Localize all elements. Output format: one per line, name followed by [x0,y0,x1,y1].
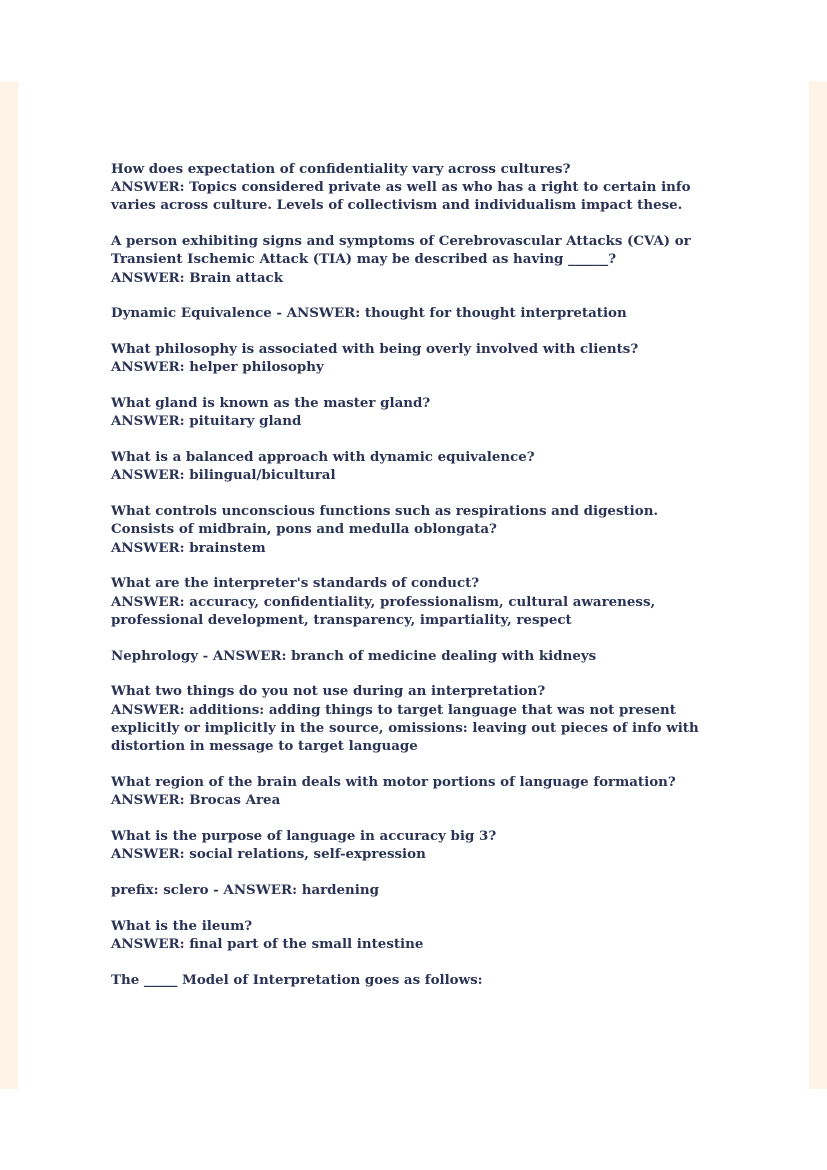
qa-item-sclero [111,881,721,899]
document-content [111,160,721,1006]
qa-item-model-of-interpretation [111,971,721,989]
question-text: What gland is known as the master gland? [111,395,431,412]
qa-item-dynamic-equivalence [111,304,721,322]
answer-text: ANSWER: Topics considered private as well as who has a right to certain info varies across culture. Levels of collectivism and individualism impact these. [111,179,691,214]
question-text: What region of the brain deals with motor portions of language formation? [111,773,676,790]
answer-text: ANSWER: pituitary gland [111,413,302,430]
qa-item-helper-philosophy [111,340,721,376]
answer-text: ANSWER: Brocas Area [111,792,281,809]
answer-text: ANSWER: social relations, self-expression [111,846,426,863]
inline-qa-text: prefix: sclero - ANSWER: hardening [111,881,379,898]
qa-item-brain-attack [111,232,721,287]
inline-qa-text: The _____ Model of Interpretation goes as follows: [111,971,483,988]
qa-item-confidentiality [111,160,721,215]
question-text: What controls unconscious functions such as respirations and digestion. Consists of midbrain, pons and medulla oblongata? [111,503,659,538]
question-text: What is a balanced approach with dynamic equivalence? [111,449,535,466]
qa-item-accuracy-big-3 [111,827,721,863]
qa-item-master-gland [111,394,721,430]
qa-item-additions-omissions [111,682,721,755]
answer-text: ANSWER: accuracy, confidentiality, professionalism, cultural awareness, professional development, transparency, impartiality, respect [111,593,656,628]
inline-qa-text: Dynamic Equivalence - ANSWER: thought for thought interpretation [111,305,627,322]
question-text: What two things do you not use during an interpretation? [111,683,546,700]
qa-item-ileum [111,917,721,953]
answer-text: ANSWER: additions: adding things to target language that was not present explicitly or implicitly in the source, omissions: leaving out pieces of info with distortion in message to target language [111,701,699,755]
answer-text: ANSWER: final part of the small intestine [111,935,424,952]
inline-qa-text: Nephrology - ANSWER: branch of medicine dealing with kidneys [111,647,597,664]
answer-text: ANSWER: helper philosophy [111,359,324,376]
answer-text: ANSWER: brainstem [111,539,266,556]
answer-text: ANSWER: bilingual/bicultural [111,467,336,484]
question-text: What are the interpreter's standards of conduct? [111,575,480,592]
qa-item-balanced-approach [111,448,721,484]
question-text: How does expectation of confidentiality vary across cultures? [111,161,571,177]
qa-item-nephrology [111,647,721,665]
answer-text: ANSWER: Brain attack [111,269,283,286]
question-text: What philosophy is associated with being overly involved with clients? [111,341,639,358]
question-text: A person exhibiting signs and symptoms of Cerebrovascular Attacks (CVA) or Transient Ischemic Attack (TIA) may be described as having ______? [111,233,691,268]
qa-item-brainstem [111,502,721,557]
question-text: What is the ileum? [111,917,253,934]
question-text: What is the purpose of language in accuracy big 3? [111,827,497,844]
qa-item-brocas-area [111,773,721,809]
qa-item-standards-of-conduct [111,574,721,629]
